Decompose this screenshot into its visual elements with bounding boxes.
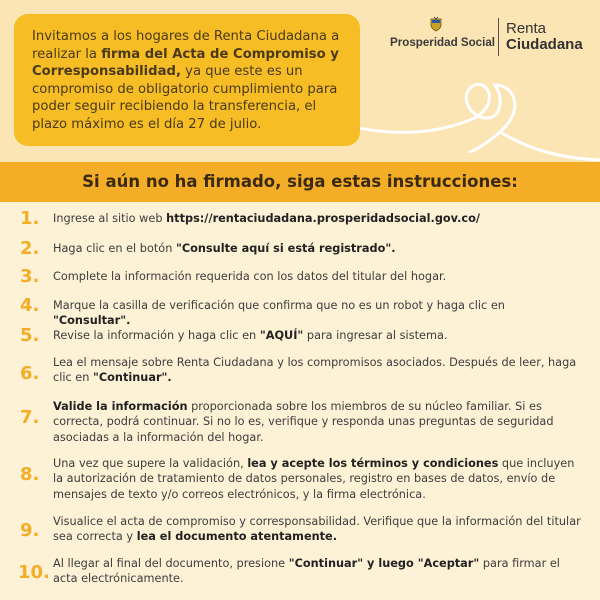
- step-number: 3.: [20, 266, 40, 287]
- callout-text-bold: firma del Acta de Compromiso y Corresponsabilidad,: [32, 46, 339, 80]
- step-text: Valide la información proporcionada sobre los miembros de su núcleo familiar. Si es correcta, podrá continuar. Si no lo es, verifique y responda unas preguntas de seguridad asociadas a la información del hogar.: [53, 400, 554, 444]
- step-text: Marque la casilla de verificación que confirma que no es un robot y haga clic en "Consultar".: [53, 299, 505, 328]
- instructions-banner: Si aún no ha firmado, siga estas instrucciones:: [0, 162, 600, 202]
- step-number: 2.: [20, 238, 40, 259]
- callout-text-start: Invitamos a los hogares de Renta Ciudadana a realizar la: [32, 29, 340, 62]
- step-text: Lea el mensaje sobre Renta Ciudadana y los compromisos asociados. Después de leer, haga clic en "Continuar".: [53, 356, 577, 385]
- header-area: [0, 0, 600, 162]
- step-number: 4.: [20, 295, 40, 316]
- step-number: 6.: [20, 363, 40, 384]
- step-text: Al llegar al final del documento, presione "Continuar" y luego "Aceptar" para firmar el acta electrónicamente.: [53, 557, 560, 586]
- logo-divider: [498, 18, 499, 56]
- website-link[interactable]: https://rentaciudadana.prosperidadsocial.gov.co/: [166, 212, 480, 225]
- step-number: 5.: [20, 325, 40, 346]
- step-text: Ingrese al sitio web https://rentaciudadana.prosperidadsocial.gov.co/: [53, 212, 480, 225]
- steps-list: [0, 202, 600, 600]
- invitation-callout: [14, 14, 360, 146]
- coat-of-arms-icon: [428, 16, 444, 32]
- brand-logo: [390, 14, 590, 58]
- ciudadana-label: Ciudadana: [506, 36, 583, 53]
- step-text: Visualice el acta de compromiso y corresponsabilidad. Verifique que la información del titular sea correcta y lea el documento atentamente.: [53, 515, 581, 544]
- step-number: 1.: [20, 208, 40, 229]
- step-number: 10.: [18, 562, 50, 583]
- step-number: 8.: [20, 464, 40, 485]
- step-text: Revise la información y haga clic en "AQUÍ" para ingresar al sistema.: [53, 329, 448, 342]
- renta-label: Renta: [506, 20, 547, 37]
- step-text: Complete la información requerida con los datos del titular del hogar.: [53, 270, 447, 283]
- step-number: 9.: [20, 520, 40, 541]
- step-number: 7.: [20, 407, 40, 428]
- callout-text-end: ya que este es un compromiso de obligatorio cumplimiento para poder seguir recibiendo la transferencia, el plazo máximo es el día 27 de julio.: [32, 64, 338, 132]
- prosperidad-social-label: Prosperidad Social: [390, 36, 496, 49]
- step-text: Haga clic en el botón "Consulte aquí si está registrado".: [53, 242, 396, 255]
- step-text: Una vez que supere la validación, lea y acepte los términos y condiciones que incluyen la autorización de tratamiento de datos personales, registro en bases de datos, envío de mensajes de texto y/o correos electrónicos, y la firma electrónica.: [53, 457, 575, 501]
